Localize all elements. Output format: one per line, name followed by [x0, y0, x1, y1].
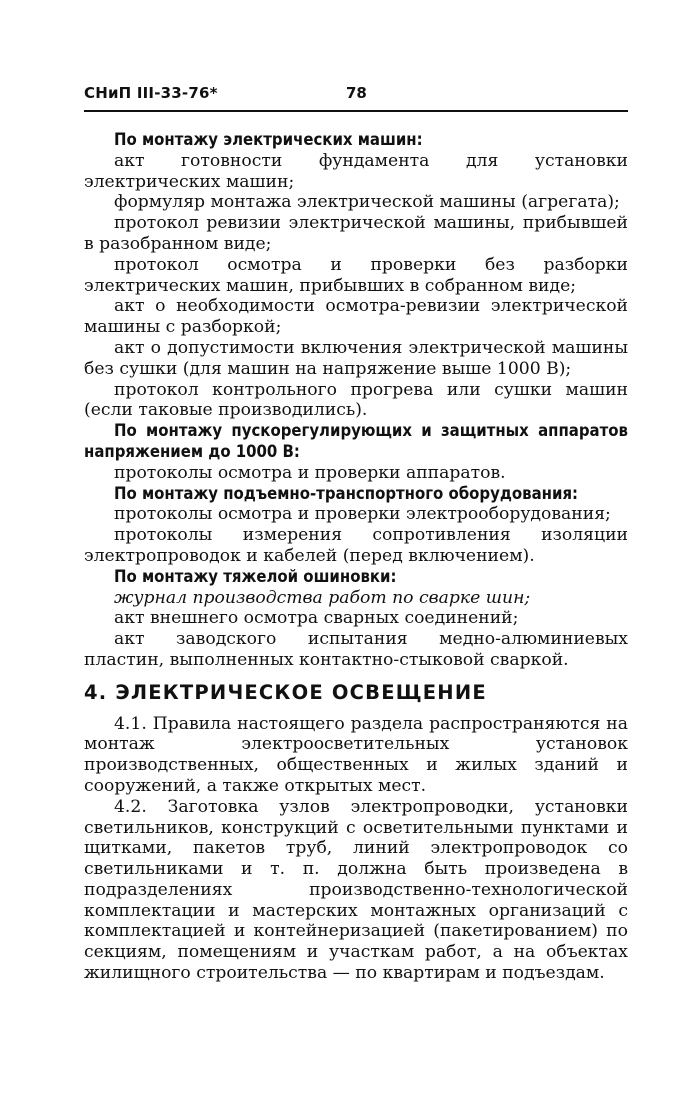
list-item: акт о необходимости осмотра-ревизии электрической машины с разборкой;	[84, 296, 628, 338]
chapter-title: 4. ЭЛЕКТРИЧЕСКОЕ ОСВЕЩЕНИЕ	[84, 680, 487, 704]
subsection-heading: По монтажу тяжелой ошиновки:	[114, 566, 397, 586]
page-number: 78	[346, 84, 367, 102]
list-item: протокол осмотра и проверки без разборки электрических машин, прибывших в собранном виде;	[84, 254, 628, 296]
paragraph: 4.1. Правила настоящего раздела распространяются на монтаж электроосветительных установок производственных, общественных и жилых зданий и сооружений, а также открытых мест.	[84, 713, 628, 796]
document-code: СНиП III-33-76*	[84, 84, 218, 102]
list-item: акт внешнего осмотра сварных соединений;	[114, 608, 519, 629]
list-item: акт готовности фундамента для установки электрических машин;	[84, 150, 628, 192]
list-item: акт заводского испытания медно-алюминиевых пластин, выполненных контактно-стыковой сваркой.	[84, 629, 628, 670]
list-item: акт о допустимости включения электрической машины без сушки (для машин на напряжение выше 1000 В);	[84, 337, 628, 379]
page-header	[84, 84, 628, 112]
list-item: протоколы осмотра и проверки аппаратов.	[114, 462, 506, 483]
subsection-heading: По монтажу подъемно-транспортного оборудования:	[114, 483, 579, 503]
document-body	[84, 130, 628, 984]
list-item: формуляр монтажа электрической машины (агрегата);	[114, 192, 620, 213]
subsection-heading: По монтажу электрических машин:	[114, 130, 423, 149]
list-item: протоколы осмотра и проверки электрооборудования;	[114, 504, 611, 525]
list-item: протоколы измерения сопротивления изоляции электропроводок и кабелей (перед включением).	[84, 525, 628, 566]
list-item: протокол ревизии электрической машины, прибывшей в разобранном виде;	[84, 213, 628, 254]
list-item: протокол контрольного прогрева или сушки машин (если таковые производились).	[84, 379, 628, 421]
document-page	[84, 84, 628, 984]
list-item: журнал производства работ по сварке шин;	[114, 587, 531, 608]
subsection-heading: По монтажу пускорегулирующих и защитных аппаратов напряжением до 1000 В:	[84, 421, 628, 461]
paragraph: 4.2. Заготовка узлов электропроводки, установки светильников, конструкций с осветительными пунктами и щитками, пакетов труб, линий электропроводок со светильниками и т. п. должна быть произведена в подразделениях производственно-технологической комплектации и мастерских монтажных организаций с комплектацией и контейнеризацией (пакетированием) по секциям, помещениям и участкам работ, а на объектах жилищного строительства — по квартирам и подъездам.	[84, 796, 628, 984]
